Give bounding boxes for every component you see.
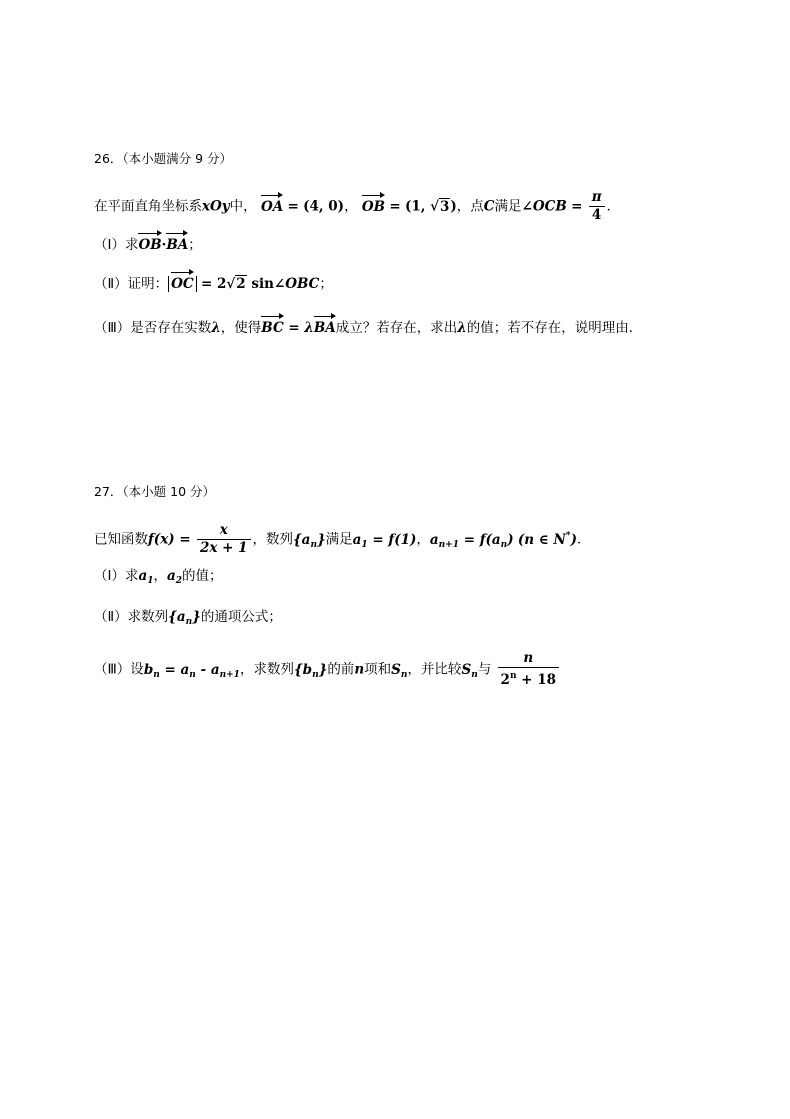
q26-part2 <box>94 274 333 294</box>
condition-open: (n ∈ N <box>517 531 566 548</box>
semicolon: ； <box>188 237 202 253</box>
coordinate-system: xOy <box>202 198 230 215</box>
subscript: 1 <box>147 576 154 586</box>
fraction-denominator: 2x + 1 <box>199 540 248 556</box>
q26-stem <box>94 189 620 224</box>
q26-part3-text: ，使得 <box>220 320 262 336</box>
q27-part3-text: 与 <box>477 661 492 678</box>
ob-value: (1, √3) <box>404 198 457 215</box>
q27-header: 27．（本小题 10 分） <box>94 484 216 499</box>
comma: ， <box>416 531 430 548</box>
comparison-fraction <box>498 650 559 689</box>
subscript: n <box>400 669 408 680</box>
sequence-close: } <box>192 609 201 625</box>
recurrence <box>430 532 514 548</box>
q26-stem-text: 满足 <box>494 198 522 215</box>
fraction-numerator: x <box>197 522 251 540</box>
sequence-close: } <box>318 661 328 678</box>
equals-sign: = <box>571 198 583 215</box>
den-rest: + 18 <box>516 672 556 688</box>
ob-left: (1, <box>404 198 431 215</box>
subscript: n+1 <box>219 669 240 680</box>
q27-part2 <box>94 607 282 632</box>
q27-part3-text: 项和 <box>364 661 392 678</box>
sequence-a <box>168 609 201 625</box>
a1-term <box>353 532 417 548</box>
lambda-symbol: λ <box>211 320 221 336</box>
bn-definition <box>144 662 240 678</box>
bn-eq: = a <box>159 661 190 678</box>
q26-part3-text: 的值；若不存在，说明理由． <box>466 320 643 336</box>
pi-over-four-fraction <box>589 189 605 224</box>
sequence-b <box>294 662 327 678</box>
vector-ob: OB <box>138 237 162 253</box>
subscript: n <box>185 617 193 627</box>
function-fraction <box>197 522 251 557</box>
vector-oa: OA <box>260 198 284 215</box>
q27-part1 <box>94 566 223 591</box>
semicolon: ； <box>319 276 333 292</box>
part-label: （Ⅱ）证明： <box>94 276 169 292</box>
sequence-open: {a <box>293 531 311 548</box>
vector-ba: BA <box>166 237 189 253</box>
term-letter: a <box>167 568 176 584</box>
subscript: n+1 <box>438 539 459 550</box>
condition-close: ) <box>570 531 577 548</box>
vector-ob: OB <box>361 198 386 215</box>
point-c: C <box>483 198 495 215</box>
q27-stem-text: 满足 <box>325 531 353 548</box>
fraction-numerator: n <box>498 650 559 668</box>
lambda-symbol: λ <box>457 320 467 336</box>
paren-close: ) <box>507 531 514 548</box>
domain-condition <box>518 532 577 548</box>
subscript: 1 <box>361 539 368 550</box>
q27-part3-text: ，并比较 <box>407 661 462 678</box>
rhs-coefficient: = 2 <box>200 276 227 292</box>
subscript: n <box>153 669 160 680</box>
bn-minus: - a <box>195 661 220 678</box>
period: ． <box>576 531 591 548</box>
q26-part3-text: 成立？若存在，求出 <box>335 320 458 336</box>
sequence-a <box>293 532 326 548</box>
term-letter: b <box>143 661 154 678</box>
q27-stem-text: 已知函数 <box>94 531 148 548</box>
subscript: 2 <box>175 576 183 586</box>
vector-ba: BA <box>313 320 336 336</box>
q27-stem-text: ，数列 <box>252 531 293 548</box>
sequence-open: {b <box>293 661 313 678</box>
subscript: n <box>500 539 508 550</box>
q27-stem <box>94 522 590 557</box>
den-base: 2 <box>500 672 510 688</box>
sequence-open: {a <box>168 609 186 625</box>
q27-part1-text: 的值； <box>182 568 223 584</box>
fraction-denominator <box>498 668 559 689</box>
q27-part2-text: 的通项公式； <box>200 609 282 625</box>
lambda-symbol: λ <box>304 320 314 336</box>
comma: ， <box>153 568 167 584</box>
sequence-close: } <box>316 531 326 548</box>
angle-ocb: ∠OCB <box>521 198 567 215</box>
ob-root: 3 <box>440 198 450 215</box>
subscript: n <box>471 669 478 680</box>
term-letter: a <box>138 568 148 584</box>
abs-value-oc <box>168 276 197 292</box>
n-variable: n <box>354 661 365 678</box>
q26-stem-text: ，点 <box>456 198 484 215</box>
term-letter: S <box>461 661 472 678</box>
part-label: （Ⅲ）是否存在实数 <box>94 320 212 336</box>
fraction-denominator: 4 <box>591 207 602 223</box>
term-letter: a <box>429 531 439 548</box>
angle-obc: ∠OBC <box>273 276 320 292</box>
q26-part1 <box>94 235 202 255</box>
period: ． <box>606 198 621 215</box>
q26-stem-text: 在平面直角坐标系 <box>94 198 202 215</box>
comma: ， <box>344 198 358 215</box>
part-label: （Ⅲ）设 <box>94 661 144 678</box>
term-letter: a <box>352 531 362 548</box>
part-label: （Ⅱ）求数列 <box>94 609 169 625</box>
vector-bc: BC <box>261 320 284 336</box>
q26-stem-text: 中， <box>229 198 257 215</box>
vector-oc: OC <box>171 276 194 292</box>
q26-part3 <box>94 318 642 338</box>
term-letter: S <box>391 661 401 678</box>
ob-right: ) <box>450 198 457 215</box>
a2-term <box>167 568 182 584</box>
dot-operator: · <box>161 237 167 253</box>
a1-rhs: = f(1) <box>372 531 417 548</box>
oa-value: (4, 0) <box>303 198 345 215</box>
superscript: * <box>565 530 571 541</box>
q26-header: 26．（本小题满分 9 分） <box>94 151 233 166</box>
q27-part3-text: 的前 <box>327 661 355 678</box>
equals-sign: = <box>389 198 401 215</box>
subscript: n <box>310 539 317 550</box>
sum-sn <box>461 662 477 678</box>
sqrt-radicand: 2 <box>236 276 246 292</box>
superscript: n <box>509 671 517 681</box>
equals-sign: = <box>283 320 305 336</box>
fraction-numerator: π <box>589 189 605 207</box>
subscript: n <box>312 669 319 680</box>
subscript: n <box>189 669 196 680</box>
q27-part3 <box>94 650 561 689</box>
equals-sign: = <box>287 198 299 215</box>
a1-term <box>138 568 153 584</box>
sum-sn <box>391 662 407 678</box>
sin-function: sin <box>246 276 274 292</box>
part-label: （Ⅰ）求 <box>94 568 139 584</box>
q27-part3-text: ，求数列 <box>239 661 294 678</box>
part-label: （Ⅰ）求 <box>94 237 139 253</box>
recurrence-rhs: = f(a <box>463 531 501 548</box>
function-fx: f(x) = <box>148 531 191 548</box>
sqrt-sign: √ <box>226 276 236 292</box>
